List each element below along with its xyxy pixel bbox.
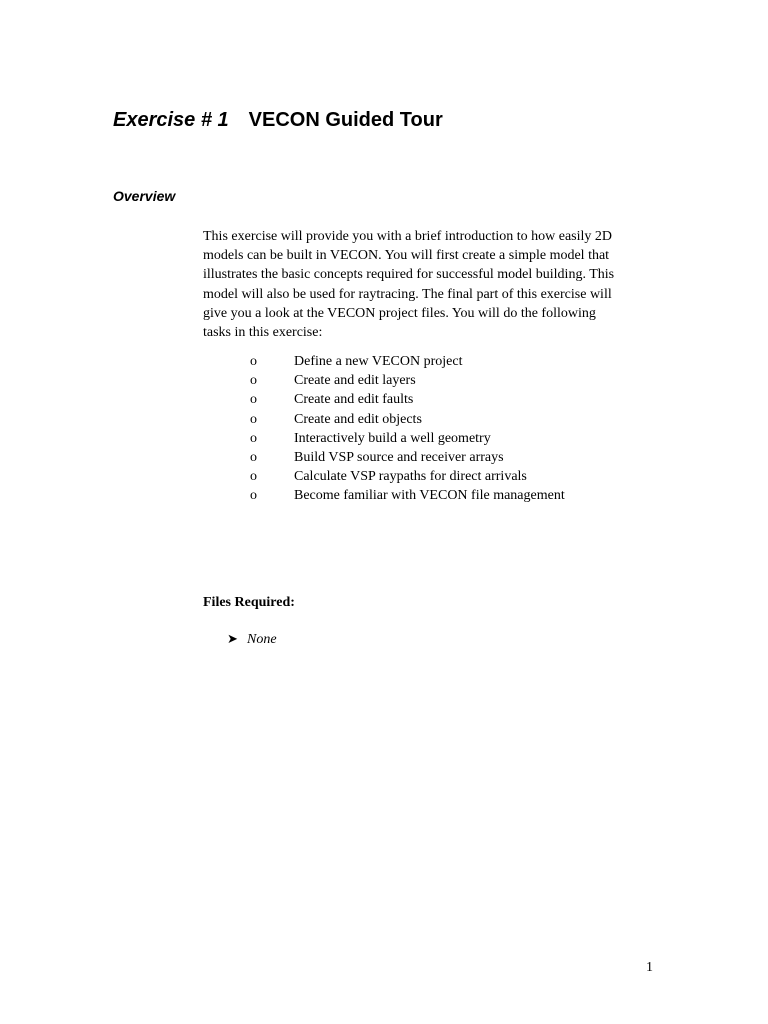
intro-line: tasks in this exercise: [203, 325, 323, 341]
arrowhead-bullet-icon: ➤ [227, 631, 238, 646]
task-list-item [250, 486, 565, 505]
task-list-item [250, 352, 565, 371]
exercise-number-label: Exercise # 1 [113, 109, 229, 131]
exercise-title-text: VECON Guided Tour [248, 109, 443, 131]
intro-line: models can be built in VECON. You will first create a simple model that [203, 248, 610, 264]
intro-line: This exercise will provide you with a brief introduction to how easily 2D [203, 229, 613, 244]
circle-bullet-icon: o [250, 449, 257, 465]
exercise-title [113, 107, 443, 133]
task-text: Create and edit layers [294, 373, 416, 389]
task-text: Create and edit objects [294, 411, 422, 427]
intro-line: model will also be used for raytracing. The final part of this exercise will [203, 286, 612, 302]
circle-bullet-icon: o [250, 488, 257, 504]
circle-bullet-icon: o [250, 430, 257, 446]
circle-bullet-icon: o [250, 392, 257, 408]
intro-paragraph [203, 227, 653, 342]
task-list-item [250, 448, 565, 467]
circle-bullet-icon: o [250, 469, 257, 485]
task-text: Interactively build a well geometry [294, 430, 491, 446]
files-required-heading: Files Required: [203, 595, 295, 610]
file-name: None [247, 632, 277, 647]
task-list-item [250, 410, 565, 429]
task-list-item [250, 371, 565, 390]
task-text: Define a new VECON project [294, 354, 463, 369]
circle-bullet-icon: o [250, 354, 257, 369]
task-list-item [250, 390, 565, 409]
task-list-item [250, 467, 565, 486]
intro-line: give you a look at the VECON project files. You will do the following [203, 305, 596, 321]
files-required-list [227, 629, 277, 650]
task-text: Calculate VSP raypaths for direct arrivals [294, 469, 527, 485]
page-number: 1 [646, 960, 653, 975]
circle-bullet-icon: o [250, 373, 257, 389]
task-list-item [250, 429, 565, 448]
task-text: Create and edit faults [294, 392, 414, 408]
task-text: Build VSP source and receiver arrays [294, 449, 504, 465]
task-text: Become familiar with VECON file management [294, 488, 565, 504]
task-list [250, 352, 565, 506]
overview-heading: Overview [113, 188, 176, 204]
circle-bullet-icon: o [250, 411, 257, 427]
intro-line: illustrates the basic concepts required for successful model building. This [203, 267, 615, 283]
